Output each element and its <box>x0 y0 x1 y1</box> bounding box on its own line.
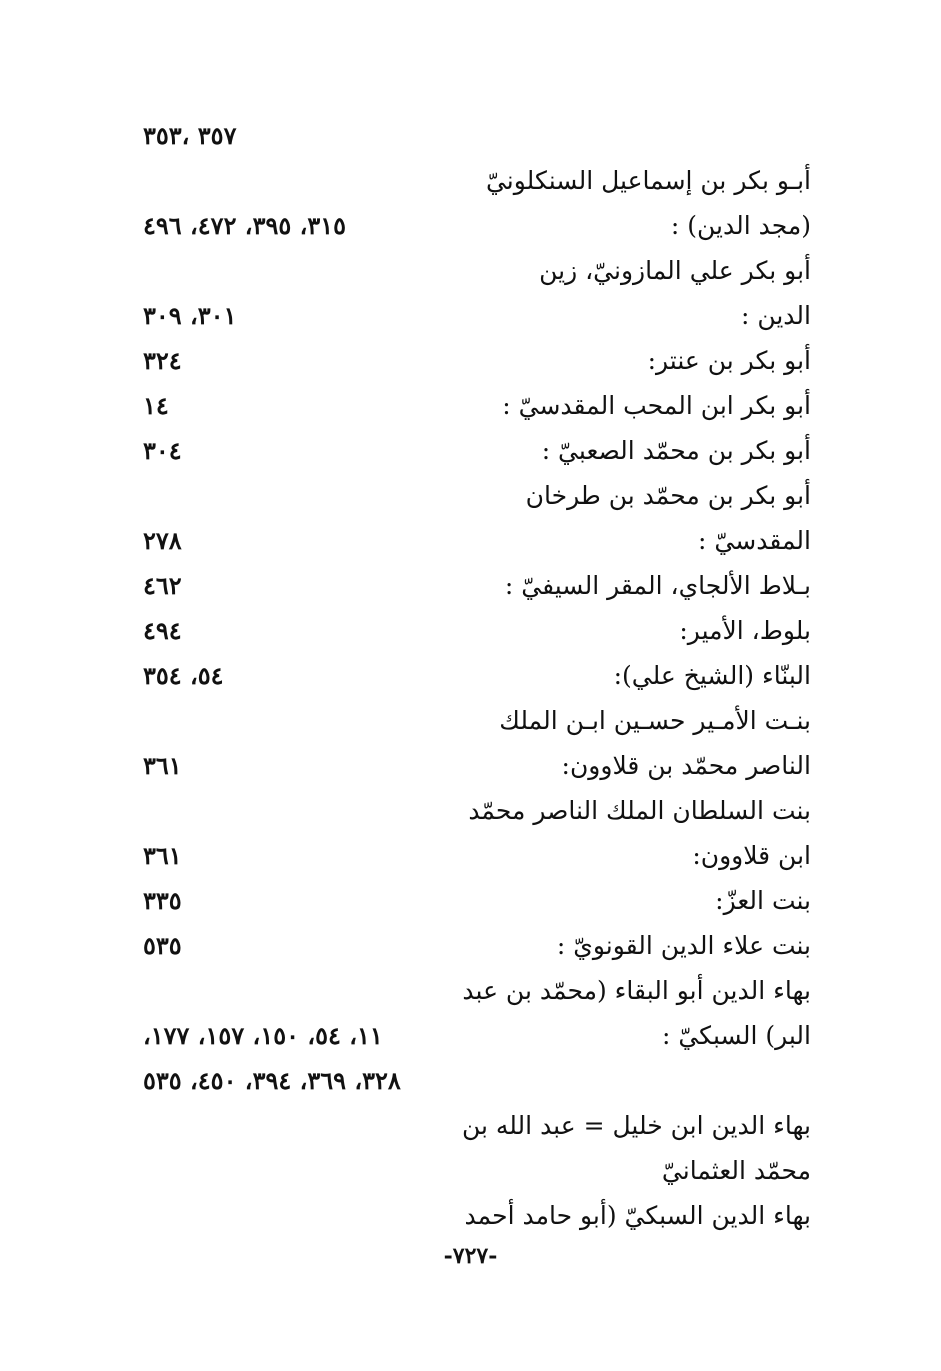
entry-pages: ٣٠١، ٣٠٩ <box>143 301 237 330</box>
entry-name: أبو بكر بن عنتر: <box>647 346 811 375</box>
entry-name: محمّد العثمانيّ <box>661 1156 811 1185</box>
entry-name: أبـو بكر بن إسماعيل السنكلونيّ <box>485 166 811 195</box>
entry-name: البر) السبكيّ : <box>661 1021 811 1050</box>
page-number: -٧٢٧- <box>443 1243 498 1269</box>
entry-pages: ٣٦١ <box>143 841 182 870</box>
entry-name: أبو بكر بن محمّد بن طرخان <box>525 481 811 510</box>
entry-pages: ٤٦٢ <box>143 571 182 600</box>
entry-pages: ٤٩٤ <box>143 616 182 645</box>
entry-name: ابن قلاوون: <box>692 841 811 870</box>
entry-pages: ١٤ <box>143 391 169 420</box>
entry-pages: ٣٣٥ <box>143 886 182 915</box>
entry-name: (مجد الدين) : <box>670 211 811 240</box>
entry-name: بنت العزّ: <box>715 886 811 915</box>
entry-pages: ٣٦١ <box>143 751 182 780</box>
entry-name: أبو بكر ابن المحب المقدسيّ : <box>502 391 811 420</box>
entry-name: المقدسيّ : <box>698 526 811 555</box>
entry-name: بهاء الدين السبكيّ (أبو حامد أحمد <box>464 1201 811 1230</box>
entry-pages: ١١، ٥٤، ١٥٠، ١٥٧، ١٧٧، <box>143 1021 383 1050</box>
entry-pages: ٣٢٤ <box>143 346 182 375</box>
entry-name: أبو بكر بن محمّد الصعبيّ : <box>541 436 811 465</box>
entry-name: الدين : <box>740 301 811 330</box>
entry-name: الناصر محمّد بن قلاوون: <box>561 751 811 780</box>
entry-pages: ٣٠٤ <box>143 436 182 465</box>
entry-name: بلوط، الأمير: <box>679 616 811 645</box>
entry-name: بنـت الأمـير حسـين ابـن الملك <box>499 706 811 735</box>
entry-name: بنت السلطان الملك الناصر محمّد <box>468 796 811 825</box>
entry-name: بنت علاء الدين القونويّ : <box>556 931 811 960</box>
entry-name: أبو بكر علي المازونيّ، زين <box>539 256 811 285</box>
entry-pages: ٥٤، ٣٥٤ <box>143 661 224 690</box>
entry-pages: ٣٥٧ ،٣٥٣ <box>143 121 237 150</box>
entry-name: بـلاط الألجاي، المقر السيفيّ : <box>504 571 811 600</box>
entry-pages: ٥٣٥ <box>143 931 182 960</box>
entry-pages: ٣٢٨، ٣٦٩، ٣٩٤، ٤٥٠، ٥٣٥ <box>143 1066 401 1095</box>
entry-name: بهاء الدين ابن خليل = عبد الله بن <box>461 1111 811 1140</box>
entry-pages: ٣١٥، ٣٩٥، ٤٧٢، ٤٩٦ <box>143 211 347 240</box>
entry-name: بهاء الدين أبو البقاء (محمّد بن عبد <box>462 976 811 1005</box>
entry-pages: ٢٧٨ <box>143 526 182 555</box>
entry-name: البنّاء (الشيخ علي): <box>613 661 811 690</box>
